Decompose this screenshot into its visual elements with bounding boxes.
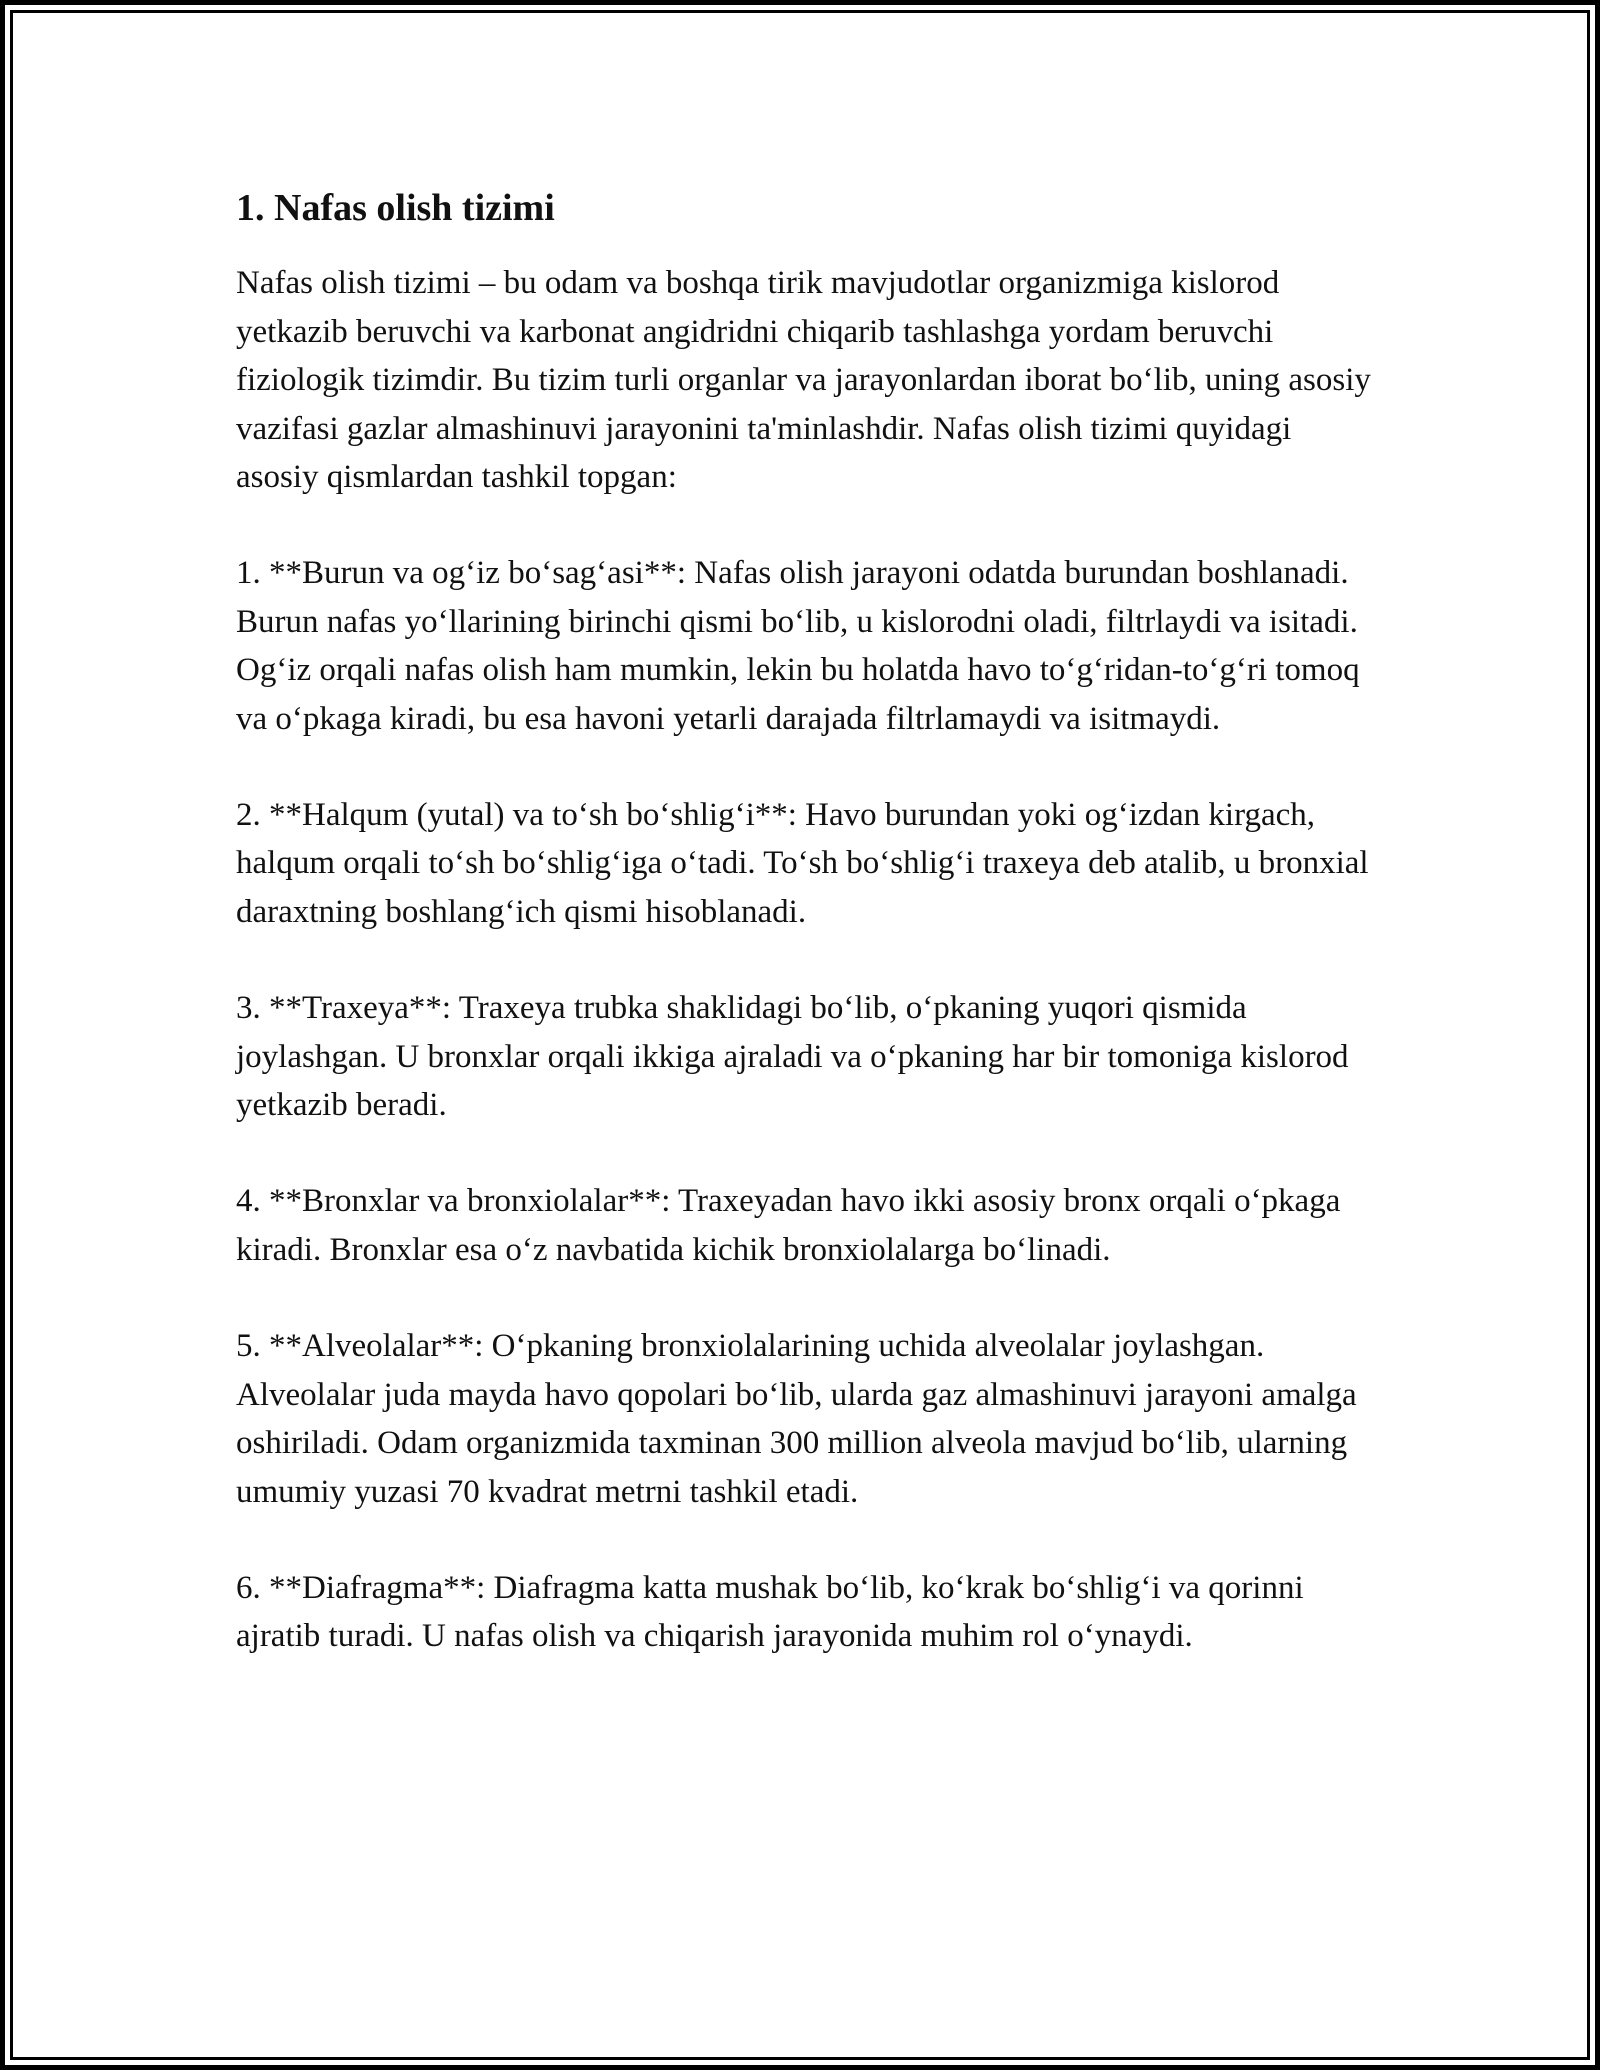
section-alveolalar: 5. **Alveolalar**: O‘pkaning bronxiolalarining uchida alveolalar joylashgan. Alveolalar juda mayda havo qopolari bo‘lib, ularda gaz almashinuvi jarayoni amalga oshiriladi. Odam organizmida taxminan 300 million alveola mavjud bo‘lib, ularning umumiy yuzasi 70 kvadrat metrni tashkil etadi.	[236, 1328, 1357, 1510]
document-title: 1. Nafas olish tizimi	[236, 187, 555, 229]
section-halqum: 2. **Halqum (yutal) va to‘sh bo‘shlig‘i**: Havo burundan yoki og‘izdan kirgach, halqum orqali to‘sh bo‘shlig‘iga o‘tadi. To‘sh bo‘shlig‘i traxeya deb atalib, u bronxial daraxtning boshlang‘ich qismi hisoblanadi.	[236, 797, 1369, 930]
document-body	[236, 184, 1376, 1661]
section-burun: 1. **Burun va og‘iz bo‘sag‘asi**: Nafas olish jarayoni odatda burundan boshlanadi. Burun nafas yo‘llarining birinchi qismi bo‘lib, u kislorodni oladi, filtrlaydi va isitadi. Og‘iz orqali nafas olish ham mumkin, lekin bu holatda havo to‘g‘ridan-to‘g‘ri tomoq va o‘pkaga kiradi, bu esa havoni yetarli darajada filtrlamaydi va isitmaydi.	[236, 555, 1360, 737]
section-diafragma: 6. **Diafragma**: Diafragma katta mushak bo‘lib, ko‘krak bo‘shlig‘i va qorinni ajratib turadi. U nafas olish va chiqarish jarayonida muhim rol o‘ynaydi.	[236, 1569, 1304, 1655]
section-traxeya: 3. **Traxeya**: Traxeya trubka shaklidagi bo‘lib, o‘pkaning yuqori qismida joylashgan. U bronxlar orqali ikkiga ajraladi va o‘pkaning har bir tomoniga kislorod yetkazib beradi.	[236, 990, 1349, 1124]
intro-paragraph: Nafas olish tizimi – bu odam va boshqa tirik mavjudotlar organizmiga kislorod yetkazib beruvchi va karbonat angidridni chiqarib tashlashga yordam beruvchi fiziologik tizimdir. Bu tizim turli organlar va jarayonlardan iborat bo‘lib, uning asosiy vazifasi gazlar almashinuvi jarayonini ta'minlashdir. Nafas olish tizimi quyidagi asosiy qismlardan tashkil topgan:	[236, 265, 1371, 496]
section-bronxlar: 4. **Bronxlar va bronxiolalar**: Traxeyadan havo ikki asosiy bronx orqali o‘pkaga kiradi. Bronxlar esa o‘z navbatida kichik bronxiolalarga bo‘linadi.	[236, 1183, 1341, 1268]
